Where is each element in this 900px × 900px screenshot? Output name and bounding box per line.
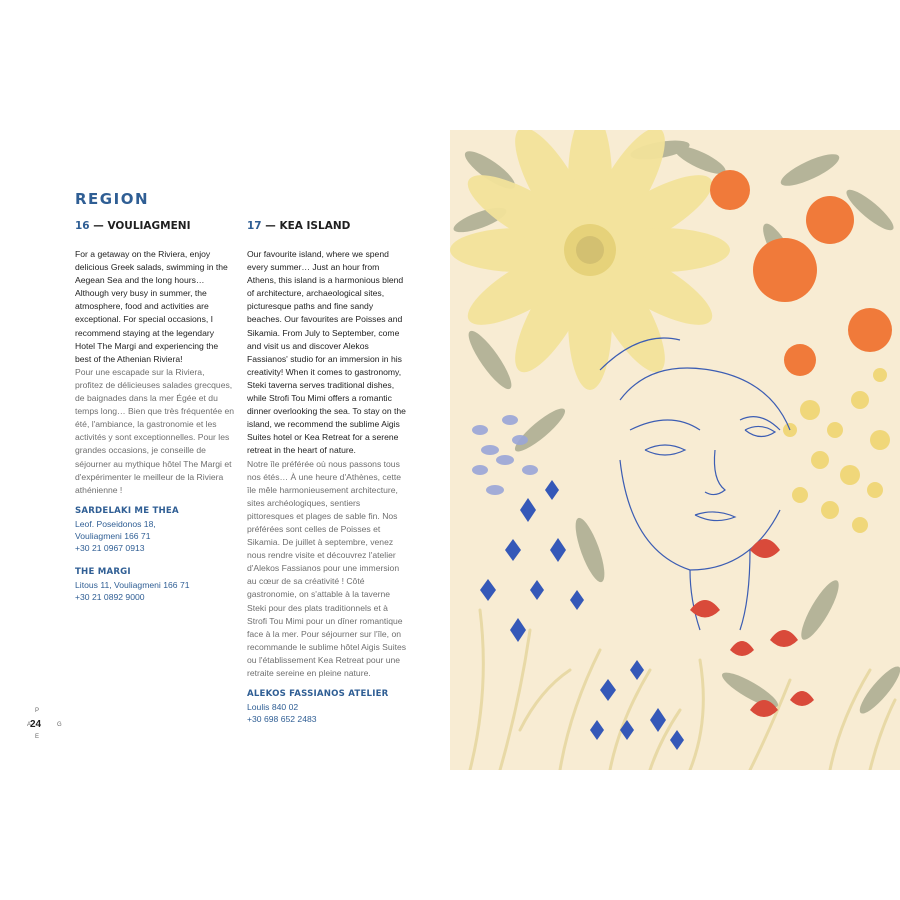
phone-number: +30 698 652 2483 xyxy=(247,714,317,725)
section-title: REGION xyxy=(75,190,149,208)
entry-dash: — xyxy=(89,220,108,232)
entry-kea-island xyxy=(247,220,407,725)
entry-text-english: For a getaway on the Riviera, enjoy delicious Greek salads, swimming in the Aegean Sea and the long hours… Although very busy in summer, the atmosphere, food and activities are exceptional. For special occasions, I recommend staying at the legendary Hotel The Margi and experiencing the best of the Athenian Riviera! xyxy=(75,249,228,364)
venue-name: ALEKOS FASSIANOS ATELIER xyxy=(247,689,389,700)
address-line: Litous 11, Vouliagmeni 166 71 xyxy=(75,579,190,590)
address-line: Loulis 840 02 xyxy=(247,702,299,713)
address-line: Leof. Poseidonos 18, xyxy=(75,518,156,529)
floral-portrait-illustration xyxy=(450,130,900,770)
entry-number: 16 xyxy=(75,220,90,232)
entry-text-english: Our favourite island, where we spend every summer… Just an hour from Athens, this island is a harmonious blend of architecture, archaeological sites, picturesque paths and fine sandy beaches. Our favourites are Poisses and Sikamia. From July to September, come and visit us and discover Alekos Fassianos' studio for an immersion in his creativity! When it comes to gastronomy, Steki taverna serves traditional dishes, while Strofi Tou Mimi offers a romantic dinner overlooking the sea. To stay on the island, we recommend the sublime Aigis Suites hotel or Kea Retreat for a serene retreat in the heart of nature. xyxy=(247,249,406,456)
entry-heading xyxy=(247,220,407,232)
entry-number: 17 xyxy=(247,220,262,232)
address-block xyxy=(75,566,235,603)
page-number: 24 xyxy=(30,719,42,730)
address-line: Vouliagmeni 166 71 xyxy=(75,530,151,541)
venue-name: SARDELAKI ME THEA xyxy=(75,505,179,516)
entry-text-french: Pour une escapade sur la Riviera, profitez de délicieuses salades grecques, de baignades dans la mer Égée et du temps long… Bien que très fréquentée en été, l'ambiance, la gastronomie et les activités y sont exceptionnelles. Pour les grandes occasions, je conseille de séjourner au mythique hôtel The Margi et d'expérimenter le meilleur de la Riviera athénienne ! xyxy=(75,366,235,495)
entry-name: VOULIAGMENI xyxy=(107,220,191,232)
entry-vouliagmeni xyxy=(75,220,235,603)
entry-name: KEA ISLAND xyxy=(279,220,351,232)
phone-number: +30 21 0967 0913 xyxy=(75,542,145,553)
address-block xyxy=(247,688,407,725)
folio-letter: A xyxy=(27,722,32,728)
entry-dash: — xyxy=(261,220,280,232)
folio-letter: P xyxy=(35,708,40,714)
address-block xyxy=(75,505,235,554)
phone-number: +30 21 0892 9000 xyxy=(75,591,145,602)
folio-letter: E xyxy=(35,734,40,740)
entry-text-french: Notre île préférée où nous passons tous nos étés… À une heure d'Athènes, cette île mêle harmonieusement architecture, sites archéologiques, sentiers pittoresques et plages de sable fin. Nos préférées sont celles de Poisses et Sikamia. De juillet à septembre, venez nous rendre visite et découvrez l'atelier d'Alekos Fassianos pour une immersion au cœur de sa créativité ! Côté gastronomie, on s'attable à la taverne Steki pour des plats traditionnels et à Strofi Tou Mimi pour un dîner romantique face à la mer. Pour séjourner sur l'île, on recommande le sublime hôtel Aigis Suites ou l'établissement Kea Retreat pour une retraite sereine en pleine nature. xyxy=(247,458,407,678)
venue-name: THE MARGI xyxy=(75,566,131,577)
page-folio xyxy=(27,708,61,744)
folio-letter: G xyxy=(57,722,62,728)
entry-heading xyxy=(75,220,235,232)
